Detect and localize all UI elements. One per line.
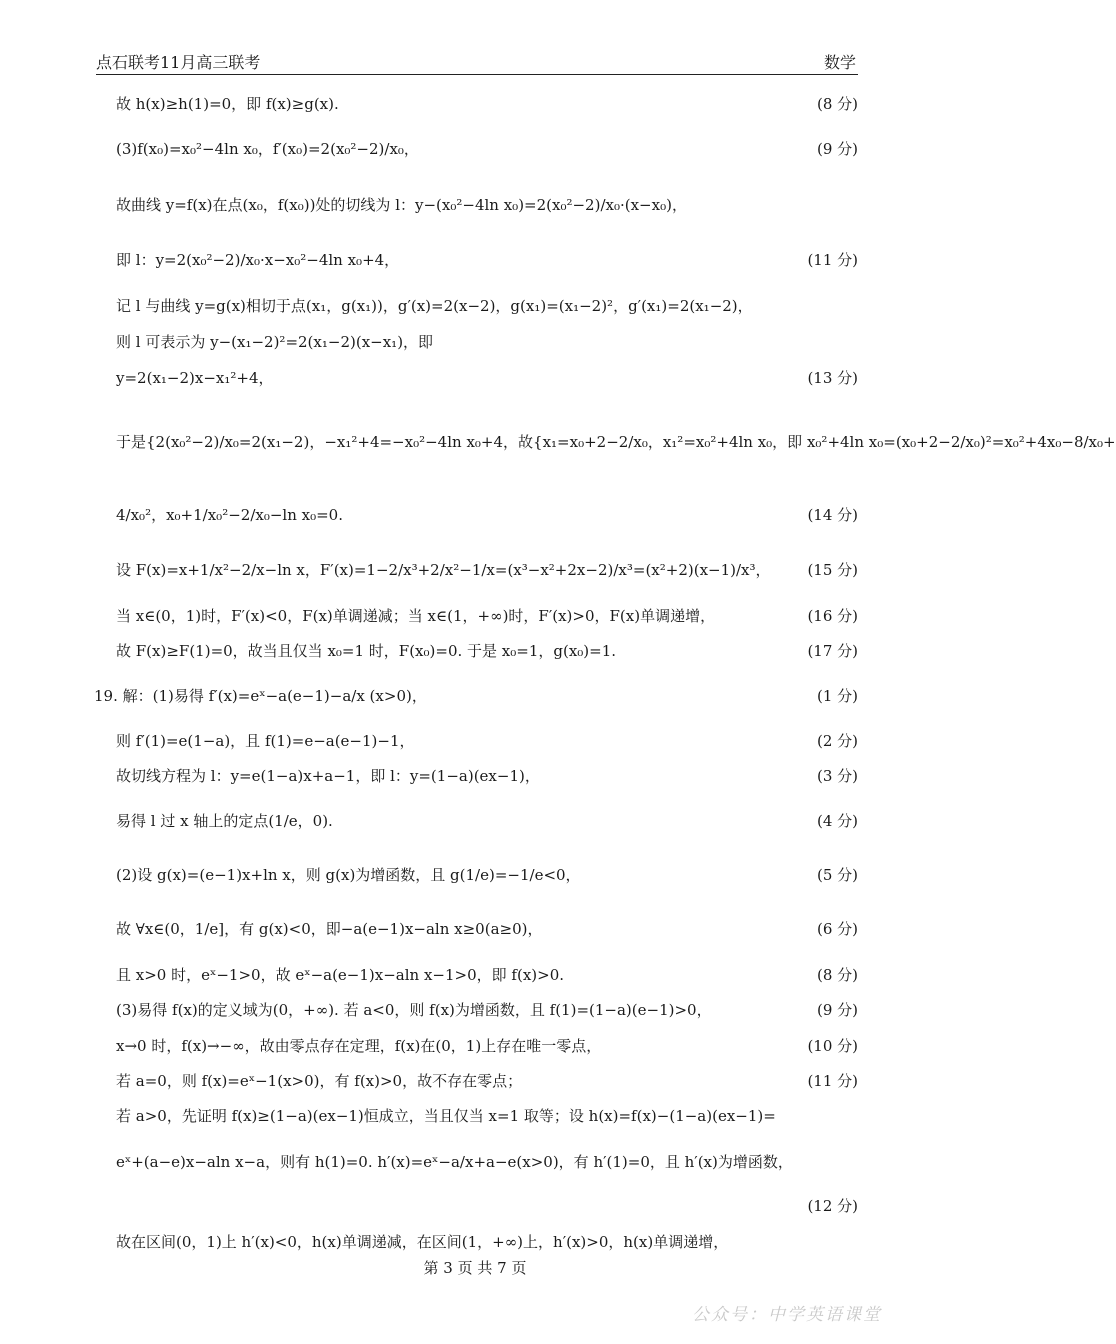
score-label: (9 分) — [816, 140, 858, 158]
score-label: (4 分) — [816, 812, 858, 830]
score-label: (14 分) — [807, 506, 858, 524]
score-label: (1 分) — [816, 687, 858, 705]
page-footer: 第 3 页 共 7 页 — [423, 1259, 527, 1277]
score-label: (5 分) — [816, 866, 858, 884]
score-label: (10 分) — [807, 1037, 858, 1055]
score-label: (12 分) — [807, 1197, 858, 1215]
score-label: (11 分) — [807, 1072, 858, 1090]
score-label: (6 分) — [816, 920, 858, 938]
score-label: (3 分) — [816, 767, 858, 785]
score-label: (2 分) — [816, 732, 858, 750]
score-label: (13 分) — [807, 369, 858, 387]
score-label: (17 分) — [807, 642, 858, 660]
score-label: (9 分) — [816, 1001, 858, 1019]
watermark: 公众号：中学英语课堂 — [692, 1305, 882, 1325]
subject-label: 数学 — [823, 53, 856, 72]
score-label: (15 分) — [807, 561, 858, 579]
score-label: (11 分) — [807, 251, 858, 269]
score-label: (16 分) — [807, 607, 858, 625]
exam-title: 点石联考11月高三联考 — [96, 53, 261, 72]
page-header — [96, 46, 858, 75]
score-label: (8 分) — [816, 95, 858, 113]
score-label: (8 分) — [816, 966, 858, 984]
